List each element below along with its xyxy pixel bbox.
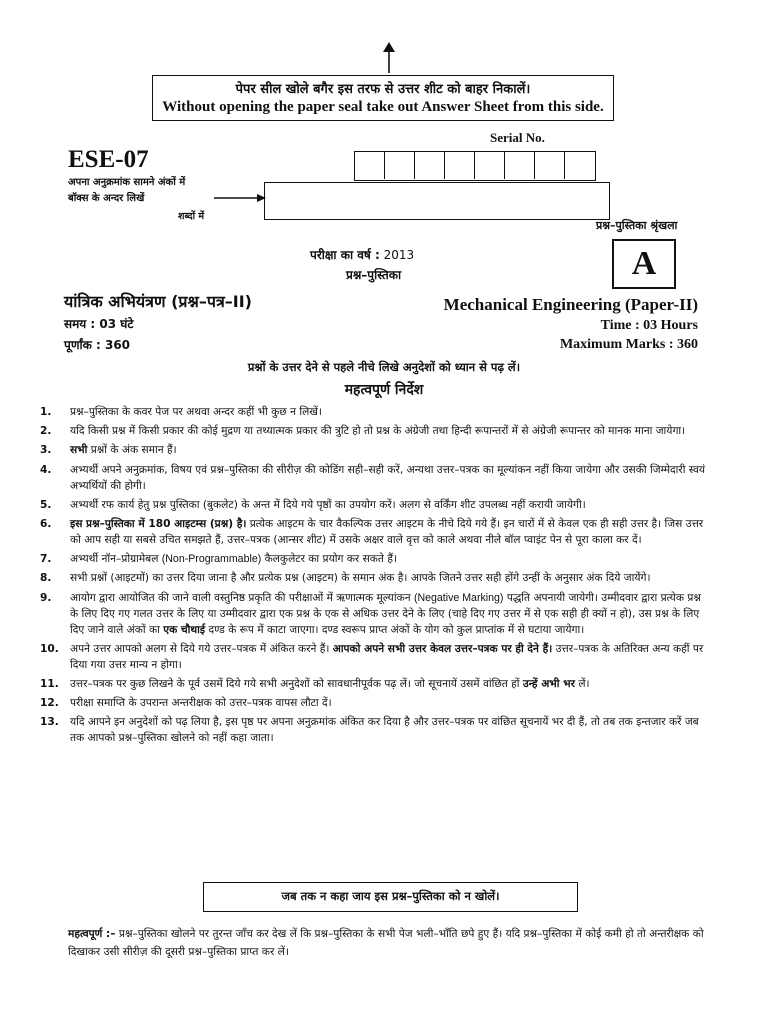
roll-in-words-label: शब्दों में (178, 211, 205, 222)
series-box (612, 239, 676, 289)
read-instructions-note: प्रश्नों के उत्तर देने से पहले नीचे लिखे अनुदेशों को ध्यान से पढ़ लें। (247, 360, 521, 374)
instruction-item (40, 714, 712, 746)
instruction-text: सभी प्रश्नों के अंक समान हैं। (70, 444, 177, 457)
instruction-text: परीक्षा समाप्ति के उपरान्त अन्तरीक्षक को उत्तर–पत्रक वापस लौटा दें। (70, 697, 332, 710)
instruction-item (40, 676, 712, 692)
exam-year-value: 2013 (383, 248, 415, 262)
seal-notice-english: Without opening the paper seal take out Answer Sheet from this side. (162, 99, 604, 115)
instruction-text: यदि किसी प्रश्न में किसी प्रकार की कोई मुद्रण या तथ्यात्मक प्रकार की त्रुटि हो तो प्रश्न के अंग्रेजी तथा हिन्दी रूपान्तरों में से अंग्रेजी रूपान्तर को मानक माना जायेगा। (70, 425, 686, 438)
series-value: A (631, 245, 657, 282)
serial-digit-box[interactable] (565, 152, 595, 179)
instruction-item (40, 641, 712, 673)
instruction-number: 2. (40, 425, 52, 438)
roll-instruction-line: अपना अनुक्रमांक सामने अंकों में (68, 177, 186, 188)
roll-number-instructions (68, 175, 185, 207)
do-not-open-text: जब तक न कहा जाय इस प्रश्न–पुस्तिका को न खोलें। (281, 889, 500, 903)
instruction-text: यदि आपने इन अनुदेशों को पढ़ लिया है, इस पृष्ठ पर अपना अनुक्रमांक अंकित कर दिया है और उत्तर–पत्रक पर वांछित सूचनायें भर दी हैं, तो तब तक इन्तजार करें जब तक आपको प्रश्न–पुस्तिका खोलने को नहीं कहा जाता। (70, 716, 699, 745)
instruction-item (40, 442, 712, 458)
instruction-number: 10. (40, 642, 59, 655)
instruction-item (40, 423, 712, 439)
roll-number-words-field[interactable] (264, 182, 610, 220)
instruction-item (40, 590, 712, 638)
serial-digit-box[interactable] (535, 152, 565, 179)
serial-digit-box[interactable] (505, 152, 535, 179)
seal-notice-hindi: पेपर सील खोले बगैर इस तरफ से उत्तर शीट को बाहर निकालें। (235, 82, 531, 97)
booklet-title: प्रश्न–पुस्तिका (346, 268, 402, 282)
exam-year (310, 246, 414, 263)
serial-digit-box[interactable] (445, 152, 475, 179)
instruction-item (40, 497, 712, 513)
instruction-number: 7. (40, 553, 52, 566)
instruction-number: 8. (40, 572, 52, 585)
serial-digit-box[interactable] (355, 152, 385, 179)
instruction-number: 11. (40, 677, 59, 690)
instruction-number: 6. (40, 517, 52, 530)
instruction-number: 13. (40, 716, 59, 729)
up-arrow-icon (380, 42, 398, 74)
serial-number-label: Serial No. (490, 130, 545, 145)
instruction-number: 1. (40, 406, 52, 418)
subject-english: Mechanical Engineering (Paper-II) (443, 295, 698, 314)
important-instructions-heading: महत्वपूर्ण निर्देश (344, 382, 424, 398)
instruction-item (40, 516, 712, 548)
serial-digit-box[interactable] (385, 152, 415, 179)
exam-year-label: परीक्षा का वर्ष : (310, 248, 380, 262)
serial-digit-box[interactable] (415, 152, 445, 179)
marks-hindi: पूर्णांक : 360 (64, 338, 131, 352)
instructions-list (40, 404, 712, 749)
instruction-text: अभ्यर्थी अपने अनुक्रमांक, विषय एवं प्रश्न–पुस्तिका की सीरीज़ की कोडिंग सही–सही करें, अन्यथा उत्तर–पत्रक का मूल्यांकन नहीं किया जायेगा और उसकी जिम्मेदारी स्वयं अभ्यर्थियों की होगी। (70, 463, 706, 492)
instruction-text: इस प्रश्न–पुस्तिका में 180 आइटम्स (प्रश्न) है। प्रत्येक आइटम के चार वैकल्पिक उत्तर आइटम के नीचे दिये गये हैं। इन चारों में से केवल एक ही सही उत्तर है। जिस उत्तर को आप सही या सबसे उचित समझते हैं, उत्तर–पत्रक (आन्सर शीट) में उसके अक्षर वाले वृत्त को काले अथवा नीले बॉल प्वाइंट पेन से पूरा काला कर दें। (70, 517, 704, 546)
instruction-text: आयोग द्वारा आयोजित की जाने वाली वस्तुनिष्ठ प्रकृति की परीक्षाओं में ऋणात्मक मूल्यांकन (Negative Marking) पद्धति अपनायी जायेगी। उम्मीदवार द्वारा प्रत्येक प्रश्न के लिए दिए गए गलत उत्तर के लिए या उम्मीदवार द्वारा एक प्रश्न के एक से अधिक उत्तर देने के लिए (चाहे दिए गए उत्तर में से एक सही ही क्यों न हो), उस प्रश्न के लिए दिए जाने वाले अंकों का एक चौथाई दण्ड के रूप में काटा जाएगा। दण्ड स्वरूप प्राप्त अंकों के योग को कुल प्राप्तांक में से घटाया जायेगा। (70, 591, 701, 636)
instruction-item (40, 695, 712, 711)
time-english: Time : 03 Hours (600, 318, 698, 333)
footer-text: प्रश्न–पुस्तिका खोलने पर तुरन्त जाँच कर देख लें कि प्रश्न–पुस्तिका के सभी पेज भली–भाँति छपे हुए हैं। यदि प्रश्न–पुस्तिका में कोई कमी हो तो अन्तरीक्षक को दिखाकर उसी सीरीज़ की दूसरी प्रश्न–पुस्तिका प्राप्त कर लें। (68, 928, 704, 958)
time-hindi: समय : 03 घंटे (64, 317, 134, 331)
instruction-number: 4. (40, 463, 52, 476)
instruction-text: अभ्यर्थी नॉन–प्रोग्रामेबल (Non-Programmable) कैलकुलेटर का प्रयोग कर सकते हैं। (70, 553, 397, 566)
instruction-text: सभी प्रश्नों (आइटमों) का उत्तर दिया जाना है और प्रत्येक प्रश्न (आइटम) के समान अंक है। आपके जितने उत्तर सही होंगे उन्हीं के अनुसार अंक दिये जायेंगे। (70, 572, 651, 585)
instruction-number: 12. (40, 697, 59, 710)
series-label: प्रश्न–पुस्तिका श्रृंखला (596, 219, 678, 232)
footer-note (68, 925, 704, 961)
instruction-item (40, 462, 712, 494)
footer-label: महत्वपूर्ण :– (68, 928, 116, 940)
do-not-open-box (203, 882, 578, 912)
right-arrow-icon (214, 193, 266, 203)
serial-digit-box[interactable] (475, 152, 505, 179)
paper-code: ESE-07 (68, 146, 149, 173)
subject-hindi: यांत्रिक अभियंत्रण (प्रश्न–पत्र–II) (64, 292, 252, 311)
seal-notice-box (152, 75, 614, 121)
instruction-number: 3. (40, 444, 52, 457)
instruction-text: अपने उत्तर आपको अलग से दिये गये उत्तर–पत्रक में अंकित करने हैं। आपको अपने सभी उत्तर केवल उत्तर–पत्रक पर ही देने हैं। उत्तर–पत्रक के अतिरिक्त अन्य कहीं पर दिया गया उत्तर मान्य न होगा। (70, 642, 704, 671)
marks-english: Maximum Marks : 360 (559, 337, 698, 352)
roll-instruction-line: बॉक्स के अन्दर लिखें (68, 193, 145, 204)
instruction-item (40, 551, 712, 567)
instruction-item (40, 404, 712, 420)
instruction-text: अभ्यर्थी रफ कार्य हेतु प्रश्न पुस्तिका (बुकलेट) के अन्त में दिये गये पृष्ठों का उपयोग करें। अलग से वर्किंग शीट उपलब्ध नहीं करायी जायेगी। (70, 498, 586, 511)
instruction-text: प्रश्न–पुस्तिका के कवर पेज पर अथवा अन्दर कहीं भी कुछ न लिखें। (70, 406, 322, 418)
instruction-item (40, 570, 712, 586)
serial-number-boxes[interactable] (354, 151, 596, 181)
instruction-number: 5. (40, 498, 52, 511)
instruction-text: उत्तर–पत्रक पर कुछ लिखने के पूर्व उसमें दिये गये सभी अनुदेशों को सावधानीपूर्वक पढ़ लें। जो सूचनायें उसमें वांछित हों उन्हें अभी भर लें। (70, 677, 590, 690)
instruction-number: 9. (40, 591, 52, 604)
